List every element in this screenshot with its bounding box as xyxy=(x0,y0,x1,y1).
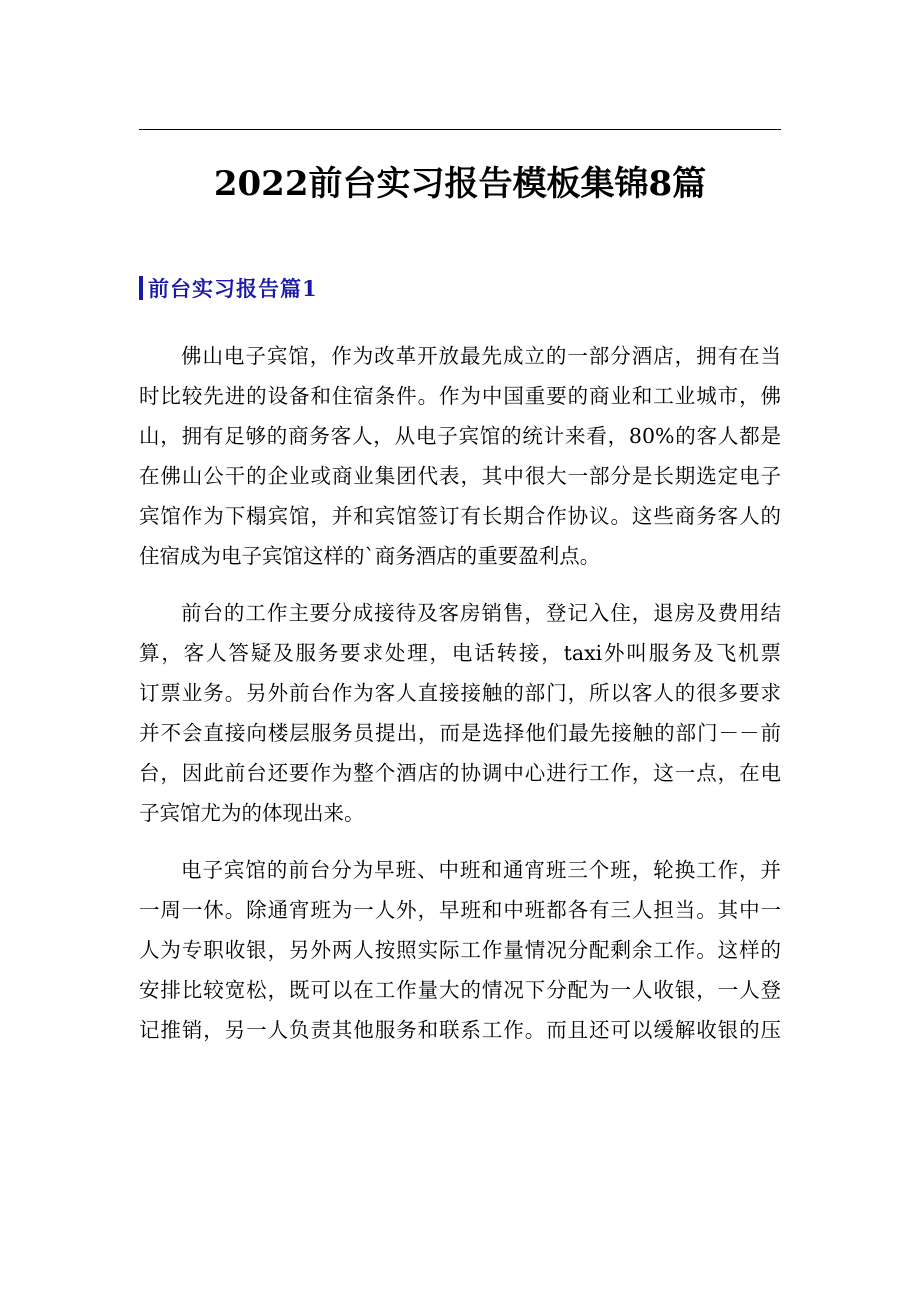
paragraph-line: 安排比较宽松，既可以在工作量大的情况下分配为一人收银，一人登 xyxy=(139,978,781,1002)
paragraph-line: 电子宾馆的前台分为早班、中班和通宵班三个班，轮换工作，并 xyxy=(181,858,781,882)
paragraph-line: 前台的工作主要分成接待及客房销售，登记入住，退房及费用结 xyxy=(181,601,781,625)
section-heading xyxy=(139,270,318,306)
paragraph-2 xyxy=(139,593,781,833)
paragraph-line: 台，因此前台还要作为整个酒店的协调中心进行工作，这一点，在电 xyxy=(139,761,781,785)
document-title: 2022前台实习报告模板集锦8篇 xyxy=(213,164,707,204)
header-rule xyxy=(139,129,781,130)
paragraph-3 xyxy=(139,850,781,1050)
heading-marker-bar xyxy=(139,276,143,300)
paragraph-line: 子宾馆尤为的体现出来。 xyxy=(139,801,365,825)
paragraph-line: 人为专职收银，另外两人按照实际工作量情况分配剩余工作。这样的 xyxy=(139,938,781,962)
paragraph-line: 佛山电子宾馆，作为改革开放最先成立的一部分酒店，拥有在当 xyxy=(181,344,781,368)
paragraph-line: 宾馆作为下榻宾馆，并和宾馆签订有长期合作协议。这些商务客人的 xyxy=(139,504,781,528)
paragraph-line: 算，客人答疑及服务要求处理，电话转接，taxi外叫服务及飞机票 xyxy=(139,641,781,665)
paragraph-line: 住宿成为电子宾馆这样的`商务酒店的重要盈利点。 xyxy=(139,544,601,568)
paragraph-line: 山，拥有足够的商务客人，从电子宾馆的统计来看，80%的客人都是 xyxy=(139,424,781,448)
document-body xyxy=(139,336,781,1067)
paragraph-line: 时比较先进的设备和住宿条件。作为中国重要的商业和工业城市，佛 xyxy=(139,384,781,408)
section-heading-text: 前台实习报告篇1 xyxy=(148,276,318,301)
paragraph-line: 一周一休。除通宵班为一人外，早班和中班都各有三人担当。其中一 xyxy=(139,898,781,922)
paragraph-line: 记推销，另一人负责其他服务和联系工作。而且还可以缓解收银的压 xyxy=(139,1018,781,1042)
paragraph-1 xyxy=(139,336,781,576)
paragraph-line: 并不会直接向楼层服务员提出，而是选择他们最先接触的部门－－前 xyxy=(139,721,781,745)
paragraph-line: 订票业务。另外前台作为客人直接接触的部门，所以客人的很多要求 xyxy=(139,681,781,705)
paragraph-line: 在佛山公干的企业或商业集团代表，其中很大一部分是长期选定电子 xyxy=(139,464,781,488)
